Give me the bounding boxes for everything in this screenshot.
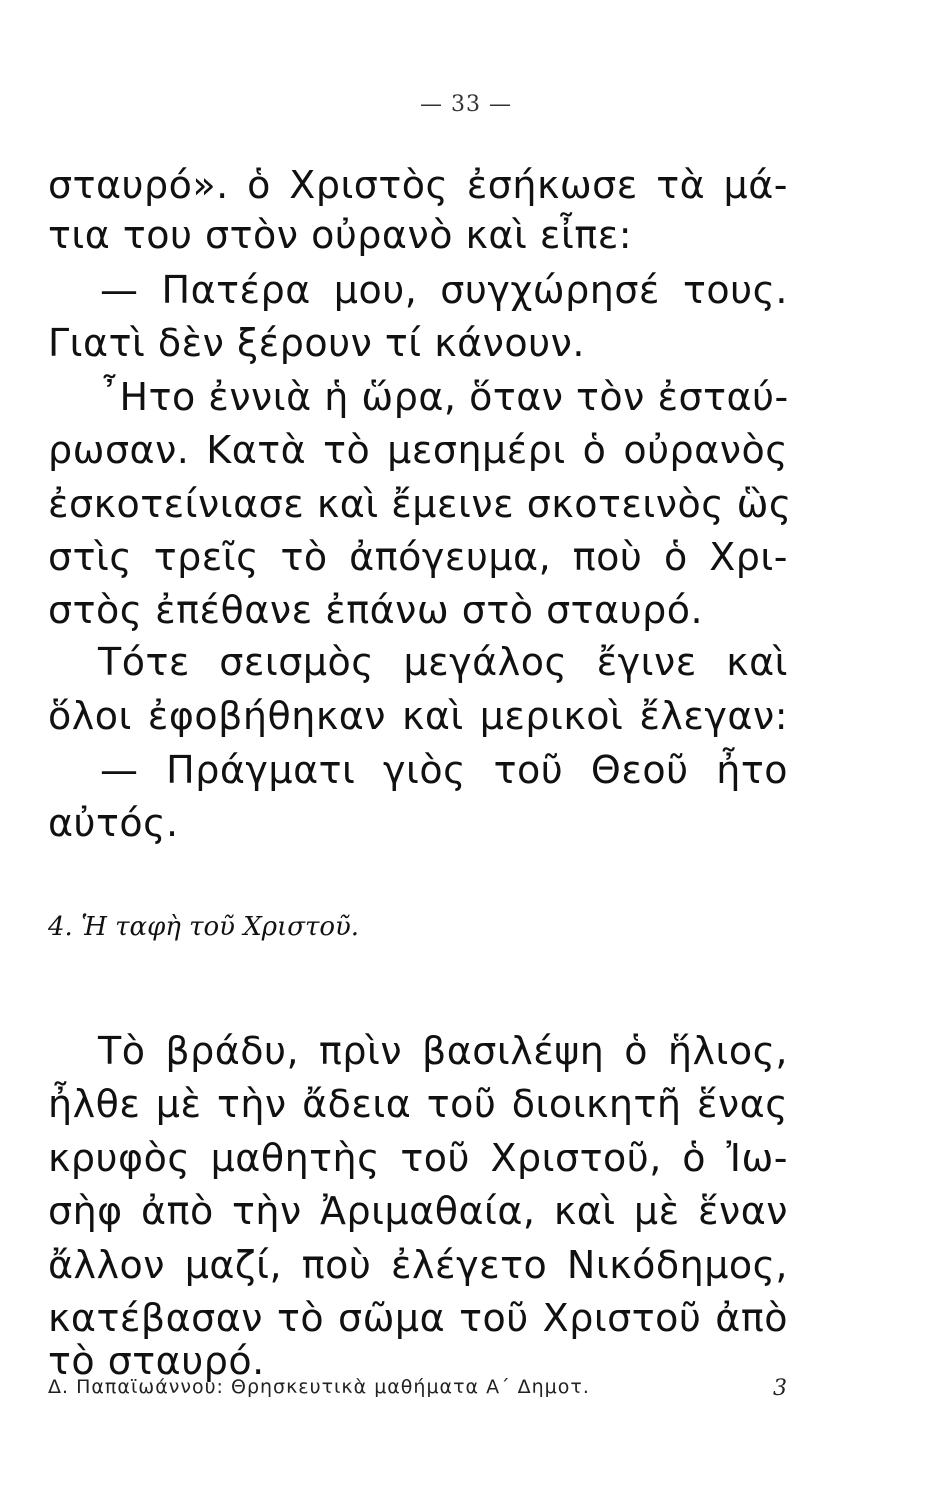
signature-mark: 3: [773, 1376, 788, 1401]
footer-text: Δ. Παπαϊωάννου: Θρησκευτικὰ μαθήματα Α΄ Δημοτ.: [48, 1376, 590, 1398]
text-line: Γιατὶ δὲν ξέρουν τί κάνουν.: [48, 321, 585, 365]
section-heading: 4. Ἡ ταφὴ τοῦ Χριστοῦ.: [48, 912, 360, 942]
text-line: Τὸ βράδυ, πρὶν βασιλέψη ὁ ἥλιος,: [98, 1029, 788, 1073]
text-line: ἦλθε μὲ τὴν ἄδεια τοῦ διοικητῆ ἕνας: [48, 1082, 788, 1126]
text-line: ἐσκοτείνιασε καὶ ἔμεινε σκοτεινὸς ὣς: [48, 482, 792, 526]
text-line: — Πατέρα μου, συγχώρησέ τους.: [100, 268, 788, 312]
text-line: κατέβασαν τὸ σῶμα τοῦ Χριστοῦ ἀπὸ: [48, 1296, 788, 1340]
text-line: κρυφὸς μαθητὴς τοῦ Χριστοῦ, ὁ Ἰω-: [48, 1136, 788, 1180]
text-line: σὴφ ἀπὸ τὴν Ἀριμαθαία, καὶ μὲ ἕναν: [48, 1189, 788, 1233]
text-line: ρωσαν. Κατὰ τὸ μεσημέρι ὁ οὐρανὸς: [48, 428, 788, 472]
text-line: στὶς τρεῖς τὸ ἀπόγευμα, ποὺ ὁ Χρι-: [48, 535, 788, 579]
text-line: στὸς ἐπέθανε ἐπάνω στὸ σταυρό.: [48, 588, 704, 632]
footer: [48, 1376, 788, 1401]
text-line: τια του στὸν οὐρανὸ καὶ εἶπε:: [48, 213, 633, 257]
page-number: — 33 —: [420, 92, 512, 117]
text-line: ὅλοι ἐφοβήθηκαν καὶ μερικοὶ ἔλεγαν:: [48, 694, 788, 738]
text-line: ῏Ητο ἐννιὰ ἡ ὥρα, ὅταν τὸν ἐσταύ-: [100, 375, 789, 419]
text-line: σταυρό». ὁ Χριστὸς ἐσήκωσε τὰ μά-: [48, 163, 788, 207]
text-line: ἄλλον μαζί, ποὺ ἐλέγετο Νικόδημος,: [48, 1243, 788, 1287]
text-line: αὐτός.: [48, 801, 179, 845]
text-line: Τότε σεισμὸς μεγάλος ἔγινε καὶ: [98, 640, 788, 684]
text-line: — Πράγματι γιὸς τοῦ Θεοῦ ἦτο: [100, 748, 788, 792]
text-line: τὸ σταυρό.: [48, 1339, 265, 1383]
